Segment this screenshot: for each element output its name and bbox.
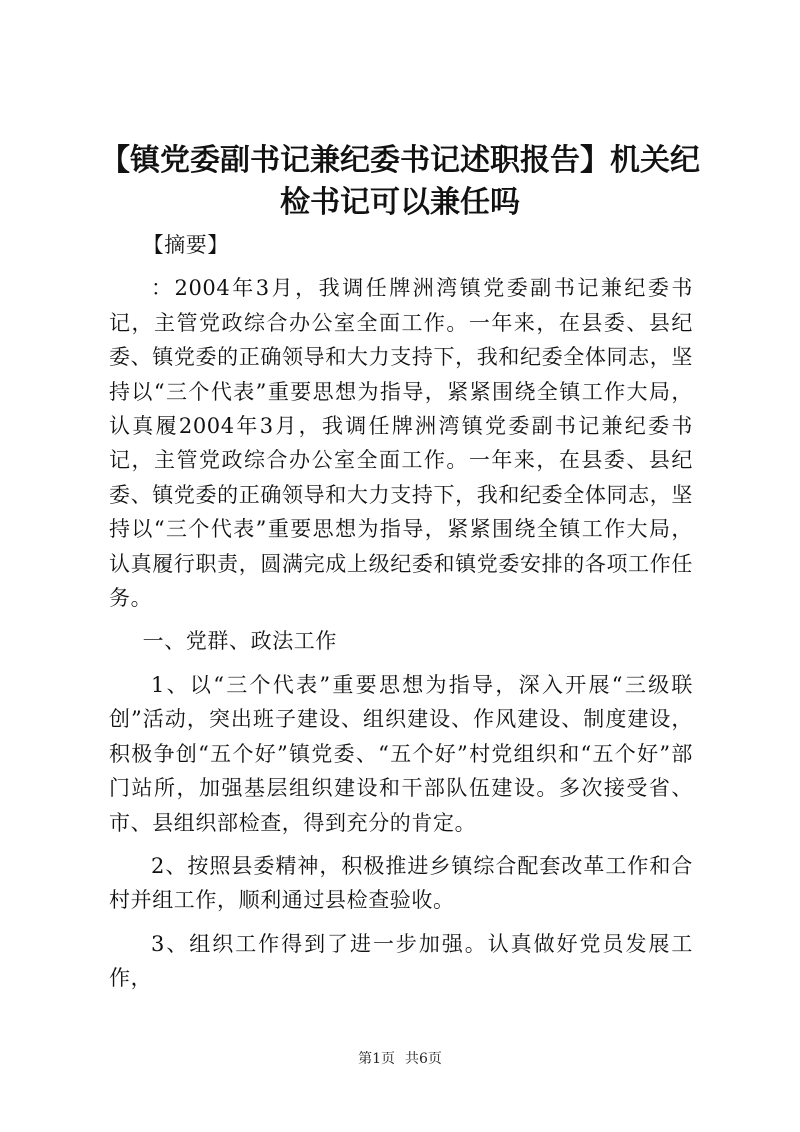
document-body xyxy=(109,228,693,1005)
page-total: 共6页 xyxy=(405,1051,442,1067)
section-heading: 一、党群、政法工作 xyxy=(142,629,337,654)
paragraph: ：2004年3月，我调任牌洲湾镇党委副书记兼纪委书记，主管党政综合办公室全面工作。一年来，在县委、县纪委、镇党委的正确领导和大力支持下，我和纪委全体同志，坚持以“三个代表”重要思想为指导，紧紧围绕全镇工作大局，认真履2004年3月，我调任牌洲湾镇党委副书记兼纪委书记，主管党政综合办公室全面工作。一年来，在县委、县纪委、镇党委的正确领导和大力支持下，我和纪委全体同志，坚持以“三个代表”重要思想为指导，紧紧围绕全镇工作大局，认真履行职责，圆满完成上级纪委和镇党委安排的各项工作任务。 xyxy=(109,276,693,611)
page-footer xyxy=(0,1048,800,1068)
paragraph: 1、以“三个代表”重要思想为指导，深入开展“三级联创”活动，突出班子建设、组织建设、作风建设、制度建设，积极争创“五个好”镇党委、“五个好”村党组织和“五个好”部门站所，加强基层组织建设和干部队伍建设。多次接受省、市、县组织部检查，得到充分的肯定。 xyxy=(109,672,693,835)
paragraph: 3、组织工作得到了进一步加强。认真做好党员发展工作， xyxy=(109,931,693,991)
document-title: 【镇党委副书记兼纪委书记述职报告】机关纪检书记可以兼任吗 xyxy=(100,143,700,220)
abstract-label: 【摘要】 xyxy=(142,233,229,257)
page-number: 第1页 xyxy=(358,1051,395,1067)
paragraph: 2、按照县委精神，积极推进乡镇综合配套改革工作和合村并组工作，顺利通过县检查验收。 xyxy=(109,853,693,913)
